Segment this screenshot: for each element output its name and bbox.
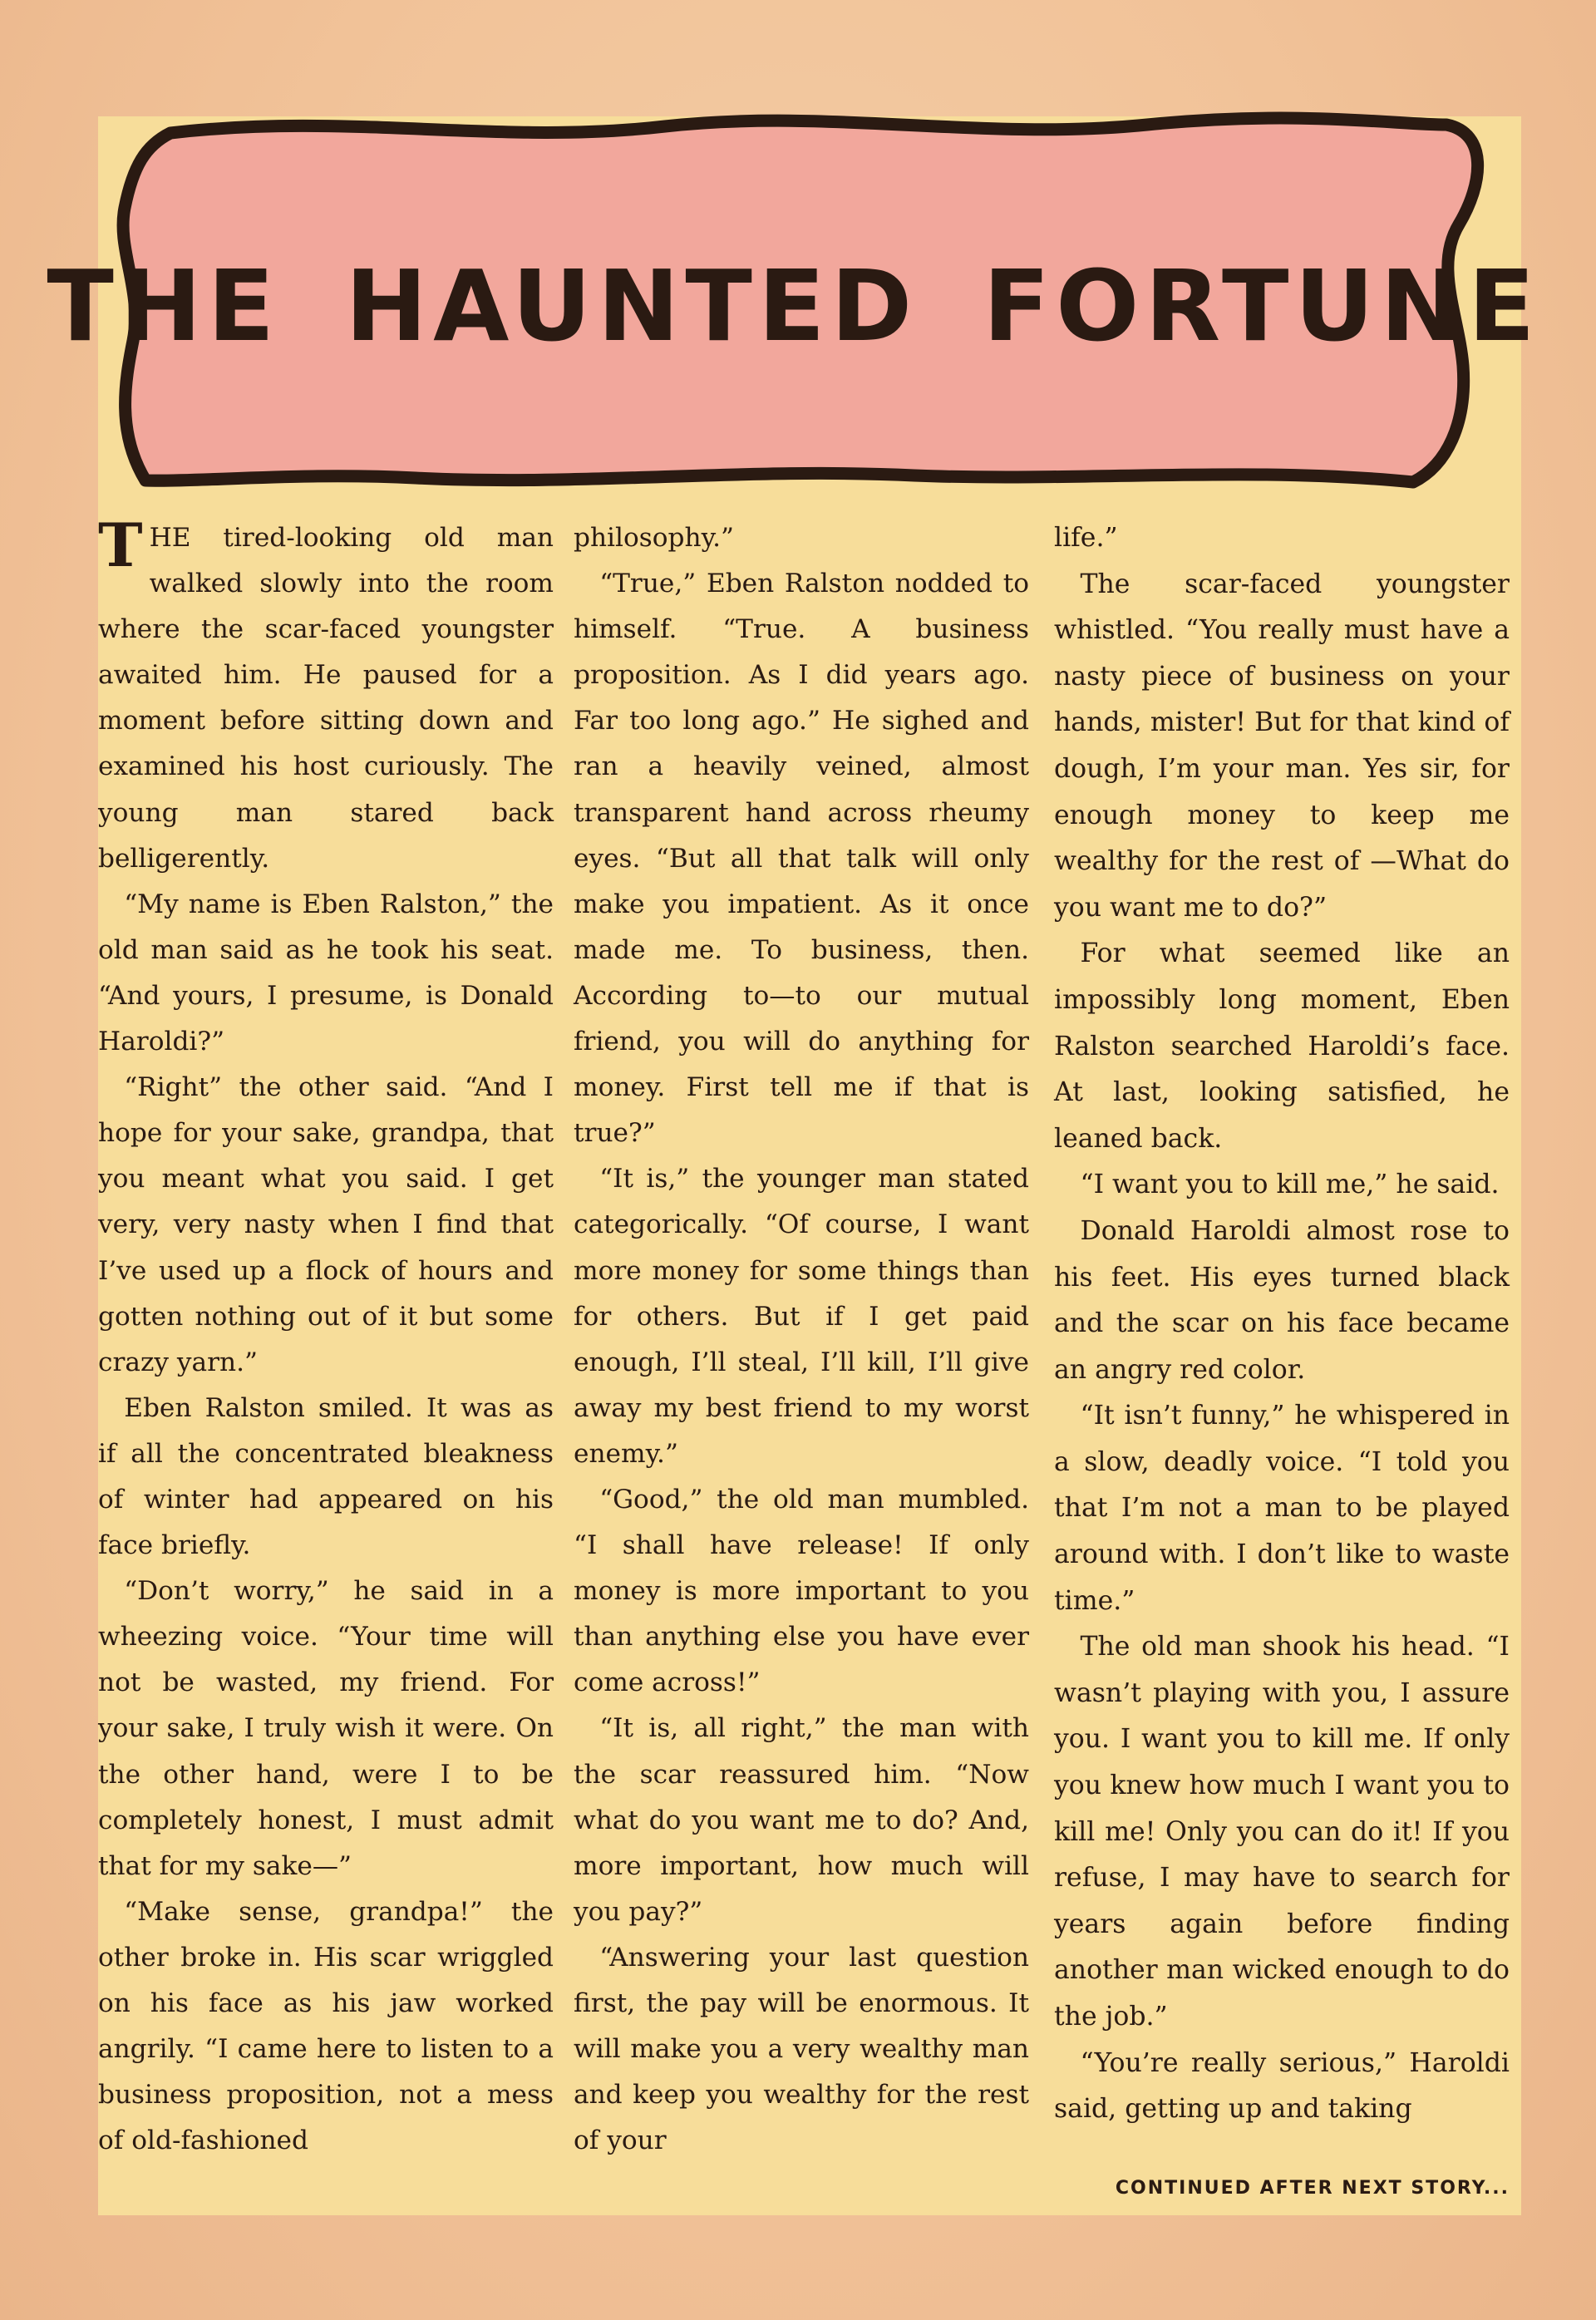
opening-paragraph [98, 510, 554, 882]
paragraph: “It is,” the younger man stated categorically. “Of course, I want more money for some things than for others. But if I get paid enough, I’ll steal, I’ll kill, I’ll give away my best friend to my worst enemy.” [574, 1164, 1029, 1469]
text-column-1 [98, 510, 554, 2164]
paragraph: “Don’t worry,” he said in a wheezing voice. “Your time will not be wasted, my friend. For your sake, I truly wish it were. On the other hand, were I to be completely honest, I must admit that for my sake—” [98, 1576, 554, 1881]
continuation-line: life.” [1054, 523, 1118, 553]
paragraph: The old man shook his head. “I wasn’t playing with you, I assure you. I want you to kill me. If only you knew how much I want you to kill me! Only you can do it! If you refuse, I may have to search for years again before finding another man wicked enough to do the job.” [1054, 1632, 1510, 2032]
paragraph: For what seemed like an impossibly long moment, Eben Ralston searched Haroldi’s face. At last, looking satisfied, he leaned back. [1054, 938, 1510, 1154]
paragraph: “It isn’t funny,” he whispered in a slow, deadly voice. “I told you that I’m not a man to be played around with. I don’t like to waste time.” [1054, 1401, 1510, 1616]
paragraph: “Make sense, grandpa!” the other broke in. His scar wriggled on his face as his jaw worked angrily. “I came here to listen to a business proposition, not a mess of old-fashioned [98, 1896, 554, 2156]
paragraph: “Good,” the old man mumbled. “I shall have release! If only money is more important to you than anything else you have ever come across!” [574, 1484, 1029, 1698]
text-column-2 [574, 515, 1029, 2164]
paragraph: “Answering your last question first, the pay will be enormous. It will make you a very wealthy man and keep you wealthy for the rest of your [574, 1942, 1029, 2156]
text-column-3 [1054, 515, 1510, 2133]
paragraph: The scar-faced youngster whistled. “You really must have a nasty piece of business on your hands, mister! But for that kind of dough, I’m your man. Yes sir, for enough money to keep me wealthy for the rest of —What do you want me to do?” [1054, 569, 1510, 923]
paragraph: “I want you to kill me,” he said. [1080, 1170, 1500, 1200]
paragraph: “True,” Eben Ralston nodded to himself. “True. A business proposition. As I did years ago. Far too long ago.” He sighed and ran a heavily veined, almost transparent hand across rheumy eyes. “But all that talk will only make you impatient. As it once made me. To business, then. According to—to our mutual friend, you will do anything for money. First tell me if that is true?” [574, 569, 1029, 1149]
drop-cap: T [98, 510, 143, 580]
paragraph: Eben Ralston smiled. It was as if all the concentrated bleakness of winter had appeared on his face briefly. [98, 1392, 554, 1561]
paragraph: “It is, all right,” the man with the scar reassured him. “Now what do you want me to do? And, more important, how much will you pay?” [574, 1713, 1029, 1927]
paragraph: “My name is Eben Ralston,” the old man said as he took his seat. “And yours, I presume, is Donald Haroldi?” [98, 889, 554, 1057]
paragraph: “Right” the other said. “And I hope for your sake, grandpa, that you meant what you said. I get very, very nasty when I find that I’ve used up a flock of hours and gotten nothing out of it but some crazy yarn.” [98, 1072, 554, 1377]
paragraph: Donald Haroldi almost rose to his feet. His eyes turned black and the scar on his face became an angry red color. [1054, 1215, 1510, 1385]
story-title: THE HAUNTED FORTUNE [47, 249, 1541, 363]
paragraph: “You’re really serious,” Haroldi said, getting up and taking [1054, 2047, 1510, 2125]
continued-notice: CONTINUED AFTER NEXT STORY... [1115, 2178, 1510, 2199]
opening-paragraph-text: HE tired-looking old man walked slowly into the room where the scar-faced youngster awaited him. He paused for a moment before sitting down and examined his host curiously. The young man stared back belligerently. [98, 523, 554, 874]
continuation-line: philosophy.” [574, 523, 734, 553]
